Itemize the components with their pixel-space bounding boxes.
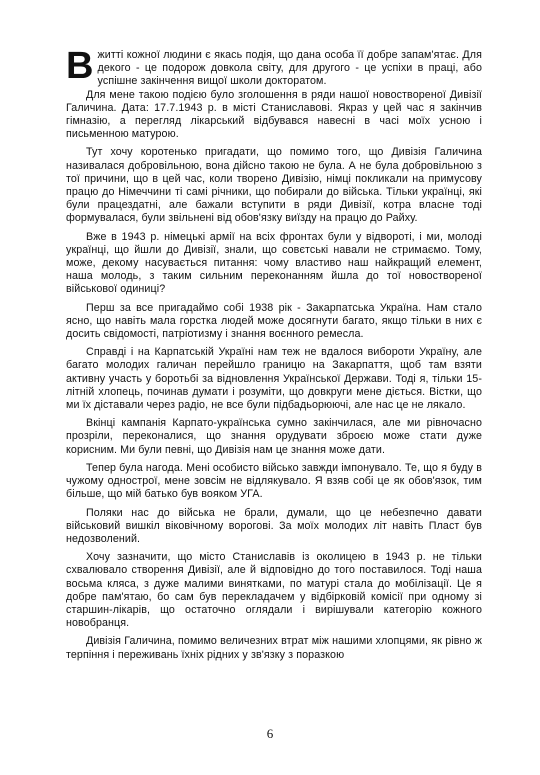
paragraph-6: Справді і на Карпатській Україні нам теж не вдалося вибороти Україну, але багато молодих галичан перейшло границю на Закарпаття, щоб там взяти активну участь у боротьбі за відновлення Української Держави. Тоді я, тільки 15-літній хлопець, починав думати і розуміти, що довкруги мене діється. Вістки, що ми їх діставали через радіо, не все були підбадьорюючі, але нас це не лякало. (66, 346, 482, 412)
body-text (66, 45, 482, 662)
drop-cap: В (66, 45, 94, 87)
paragraph-5: Перш за все пригадаймо собі 1938 рік - Закарпатська Україна. Нам стало ясно, що навіть мала горстка людей може досягнути багато, якщо тільки в них є досить свідомості, патріотизму і знання воєнного ремесла. (66, 301, 482, 341)
paragraph-1-text: житті кожної людини є якась подія, що дана особа її добре запам'ятає. Для декого - це подорож довкола світу, для другого - це успіхи в праці, або успішне закінчення вищої школи докторатом. (97, 49, 482, 88)
paragraph-7: Вкінці кампанія Карпато-українська сумно закінчилася, але ми рівночасно прозріли, переконалися, що знання орудувати зброєю може стати дуже корисним. Ми були певні, що Дивізія нам це знання може дати. (66, 417, 482, 456)
paragraph-2: Для мене такою подією було зголошення в ряди нашої новоствореної Дивізії Галичина. Дата: 17.7.1943 р. в місті Станиславові. Якраз у цей час я закінчив гімназію, а перегляд лікарський відбувався навесні в часі моїх усною і письменною матурою. (66, 88, 482, 141)
paragraph-3: Тут хочу коротенько пригадати, що помимо того, що Дивізія Галичина називалася добровільною, вона дійсно такою не була. А не була добровільною з тої причини, що в цей час, коли творено Дивізію, німці покликали на примусову працю до Німеччини ті самі річники, що побирали до війська. Тільки українці, які були працездатні, але бажали вступити в ряди Дивізії, котра власне тоді формувалася, були звільнені від обов'язку виїзду на працю до Райху. (66, 146, 482, 225)
paragraph-8: Тепер була нагода. Мені особисто військо завжди імпонувало. Те, що я буду в чужому однострої, мене зовсім не відлякувало. Я взяв собі це як обов'язок, тим більше, що мій батько був вояком УГА. (66, 461, 482, 501)
paragraph-10: Хочу зазначити, що місто Станиславів із околицею в 1943 р. не тільки схвалювало створення Дивізії, але й відповідно до того поставилося. Тоді наша восьма кляса, з дуже малими винятками, по матурі стала до мобілізації. Це я добре пам'ятаю, бо сам був перекладачем у відбірковій комісії при одному зі старшин-лікарів, що остаточно оглядали і вирішували категорію кожного новобранця. (66, 551, 482, 630)
paragraph-1 (66, 45, 482, 89)
paragraph-11: Дивізія Галичина, помимо величезних втрат між нашими хлопцями, як рівно ж терпіння і переживань їхніх рідних у зв'язку з поразкою (66, 635, 482, 661)
page-number: 6 (266, 726, 274, 741)
paragraph-9: Поляки нас до війська не брали, думали, що це небезпечно давати військовий вишкіл віковічному ворогові. За моїх молодих літ навіть Пласт був недозволений. (66, 506, 482, 545)
paragraph-4: Вже в 1943 р. німецькі армії на всіх фронтах були у відвороті, і ми, молоді українці, що йшли до Дивізії, знали, що совєтські навали не стримаємо. Тому, може, декому насувається питання: чому властиво наш найкращий елемент, наша молодь, з таким сильним переконанням йшла до тої новоствореної військової одиниці? (66, 230, 482, 296)
